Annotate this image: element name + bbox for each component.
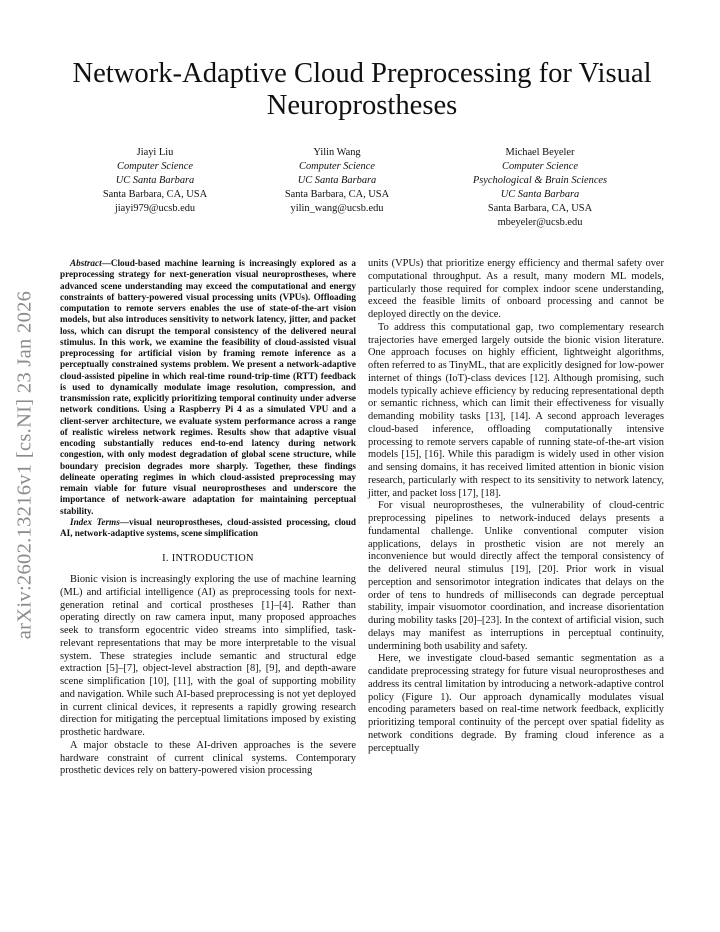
author-block-3 [450, 146, 630, 230]
abstract [60, 258, 356, 517]
left-column [60, 258, 356, 778]
author-dept: Computer Science [117, 161, 193, 172]
paper-title: Network-Adaptive Cloud Preprocessing for Visual Neuroprostheses [72, 58, 652, 121]
author-name: Jiayi Liu [136, 147, 174, 158]
paragraph: To address this computational gap, two complementary research trajectories have emerged largely outside the bionic vision literature. One approach focuses on highly efficient, lightweight algorithms, often referred to as TinyML, that are explicitly designed for low-power internet of things (IoT)-class devices [12]. Although promising, such models typically achieve efficiency by reducing representational depth or semantic richness, which can limit their effectiveness for visually demanding mobility tasks [13], [14]. A second approach leverages cloud-based inference, offloading computationally intensive processing to remote servers capable of running state-of-the-art vision models [15], [16]. While this paradigm is widely used in other vision and sensing domains, it has received limited attention in bionic vision research, particularly with respect to its sensitivity to network latency, jitter, and packet loss [17], [18]. [368, 321, 664, 499]
author-email: jiayi979@ucsb.edu [114, 203, 196, 214]
abstract-text: Cloud-based machine learning is increasingly explored as a preprocessing strategy for next-generation visual neuroprostheses, where advanced scene understanding may exceed the computational and energy constraints of battery-powered visual processing units (VPUs). Offloading computation to remote servers enables the use of state-of-the-art vision models, but also introduces sensitivity to network latency, jitter, and packet loss, which can disrupt the temporal consistency of the delivered neural stimulus. In this work, we examine the feasibility of cloud-assisted visual preprocessing for artificial vision by framing remote inference as a perceptually constrained systems problem. We present a network-adaptive cloud-assisted pipeline in which real-time round-trip-time (RTT) feedback is used to dynamically modulate image resolution, compression, and transmission rate, explicitly prioritizing temporal continuity under adverse network conditions. Using a Raspberry Pi 4 as a simulated VPU and a client-server architecture, we evaluate system performance across a range of realistic wireless network regimes. Results show that adaptive visual encoding substantially reduces end-to-end latency during network congestion, with only modest degradation of global scene structure, while boundary precision degrades more sharply. Together, these findings delineate operating regimes in which cloud-assisted preprocessing may remain viable for future visual neuroprostheses and underscore the importance of network-aware adaptation for maintaining perceptual stability. [60, 258, 356, 516]
paragraph: For visual neuroprostheses, the vulnerability of cloud-centric preprocessing pipelines to network-induced delays presents a fundamental challenge. Unlike conventional computer vision applications, delays in prosthetic vision are not merely an inconvenience but would directly affect the temporal consistency of the delivered neural stimulus [19], [20]. Prior work in visual perception and sensorimotor integration indicates that delays on the order of tens to hundreds of milliseconds can degrade perceptual stability, impair visuomotor coordination, and increase disorientation during mobility tasks [20]–[23]. In the context of artificial vision, such delays may manifest as interruptions in perceptual continuity, undermining both usability and safety. [368, 500, 664, 652]
author-location: Santa Barbara, CA, USA [284, 189, 390, 200]
author-dept: Computer Science [502, 161, 578, 172]
author-block-1 [90, 146, 220, 216]
author-block-2 [262, 146, 412, 216]
arxiv-identifier [8, 265, 42, 665]
section-heading: I. INTRODUCTION [162, 553, 254, 565]
author-location: Santa Barbara, CA, USA [487, 203, 593, 214]
author-dept: Computer Science [299, 161, 375, 172]
paragraph: units (VPUs) that prioritize energy efficiency and thermal safety over computational throughput. As a result, many modern ML models, particularly those required for complex indoor scene understanding, exceed the feasible limits of onboard processing and cannot be deployed directly on the device. [368, 258, 664, 320]
paragraph: Bionic vision is increasingly exploring the use of machine learning (ML) and artificial intelligence (AI) as preprocessing tools for next-generation retinal and cortical prostheses [1]–[4]. Rather than operating directly on raw camera input, many proposed approaches seek to transform egocentric video streams into simplified, task-relevant representations that may be more interpretable to the visual system. These strategies include semantic and structural edge extraction [5]–[7], object-level abstraction [8], [9], and depth-aware scene simplification [10], [11], with the goal of supporting mobility and navigation. While such AI-based preprocessing is not yet deployed in current clinical devices, it represents a rapidly growing research direction for mitigating the perceptual limitations imposed by existing prosthetic hardware. [60, 574, 356, 738]
arxiv-id-text: arXiv:2602.13216v1 [cs.NI] 23 Jan 2026 [13, 290, 36, 640]
author-institution: UC Santa Barbara [500, 189, 580, 200]
paragraph: A major obstacle to these AI-driven approaches is the severe hardware constraint of current clinical systems. Contemporary prosthetic devices rely on battery-powered vision processing [60, 739, 356, 777]
author-location: Santa Barbara, CA, USA [102, 189, 208, 200]
author-name: Yilin Wang [313, 147, 361, 158]
index-terms-label: Index Terms [70, 516, 120, 527]
author-institution: UC Santa Barbara [297, 175, 377, 186]
author-institution: UC Santa Barbara [115, 175, 195, 186]
index-terms-text: —visual neuroprostheses, cloud-assisted processing, cloud AI, network-adaptive systems, scene simplification [60, 516, 356, 538]
author-dept-2: Psychological & Brain Sciences [472, 175, 608, 186]
abstract-label: Abstract— [70, 258, 111, 268]
paragraph: Here, we investigate cloud-based semantic segmentation as a candidate preprocessing strategy for future visual neuroprostheses and address its central limitation by introducing a network-adaptive control policy (Figure 1). Our approach dynamically modulates visual encoding parameters based on real-time network feedback, explicitly prioritizing temporal continuity of the percept over spatial fidelity as network conditions degrade. By framing cloud inference as a perceptually [368, 653, 664, 754]
right-column [368, 258, 664, 755]
author-name: Michael Beyeler [505, 147, 575, 158]
author-email: mbeyeler@ucsb.edu [497, 217, 583, 228]
index-terms [60, 517, 356, 540]
author-email: yilin_wang@ucsb.edu [290, 203, 384, 214]
